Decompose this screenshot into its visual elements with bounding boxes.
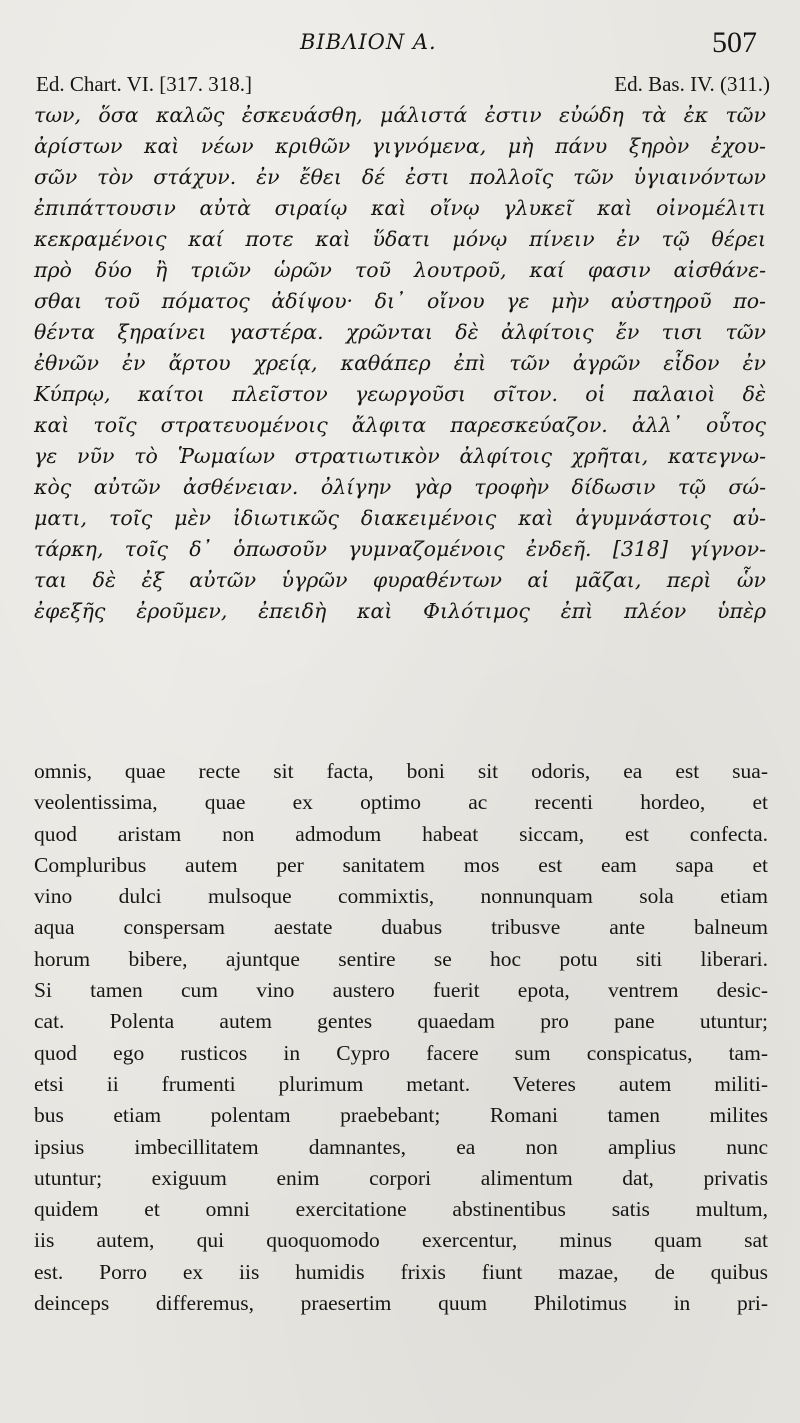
page-number: 507: [712, 26, 757, 59]
greek-text-line: κεκραμένοις καί ποτε καὶ ὕδατι μόνῳ πίνειν ἐν τῷ θέρει: [34, 227, 766, 251]
latin-text-line: omnis, quae recte sit facta, boni sit odoris, ea est sua-: [34, 759, 768, 783]
latin-text-line: vino dulci mulsoque commixtis, nonnunquam sola etiam: [34, 884, 768, 909]
greek-text-line: σθαι τοῦ πόματος ἀδίψου· δι᾿ οἴνου γε μὴν αὐστηροῦ πο-: [34, 289, 766, 313]
greek-text-line: θέντα ξηραίνει γαστέρα. χρῶνται δὲ ἀλφίτοις ἔν τισι τῶν: [34, 320, 766, 344]
latin-text-line: bus etiam polentam praebebant; Romani tamen milites: [34, 1103, 768, 1128]
greek-text-line: πρὸ δύο ἢ τριῶν ὡρῶν τοῦ λουτροῦ, καί φασιν αἰσθάνε-: [34, 258, 766, 282]
edition-reference-line: [36, 72, 770, 100]
edition-basel-reference: Ed. Bas. IV. (311.): [614, 72, 770, 96]
latin-text-line: utuntur; exiguum enim corpori alimentum dat, privatis: [34, 1165, 768, 1190]
latin-text-line: Compluribus autem per sanitatem mos est eam sapa et: [34, 852, 768, 877]
greek-text-line: καὶ τοῖς στρατευομένοις ἄλφιτα παρεσκεύαζον. ἀλλ᾿ οὗτος: [34, 413, 766, 437]
greek-text-line: γε νῦν τὸ Ῥωμαίων στρατιωτικὸν ἀλφίτοις χρῆται, κατεγνω-: [34, 444, 766, 468]
greek-text-line: ἐφεξῆς ἐροῦμεν, ἐπειδὴ καὶ Φιλότιμος ἐπὶ πλέον ὑπὲρ: [34, 599, 766, 623]
latin-text-line: ipsius imbecillitatem damnantes, ea non amplius nunc: [34, 1134, 768, 1159]
greek-text-line: των, ὅσα καλῶς ἐσκευάσθη, μάλιστά ἐστιν εὐώδη τὰ ἐκ τῶν: [34, 103, 766, 127]
edition-chartier-reference: Ed. Chart. VI. [317. 318.]: [36, 72, 252, 96]
latin-text-line: etsi ii frumenti plurimum metant. Veteres autem militi-: [34, 1071, 768, 1096]
greek-text-line: ἐθνῶν ἐν ἄρτου χρείᾳ, καθάπερ ἐπὶ τῶν ἀγρῶν εἶδον ἐν: [34, 351, 766, 375]
greek-text-line: σῶν τὸν στάχυν. ἐν ἔθει δέ ἐστι πολλοῖς τῶν ὑγιαινόντων: [34, 165, 766, 189]
running-title: BIBΛΙΟΝ Α.: [300, 30, 437, 54]
latin-text-line: veolentissima, quae ex optimo ac recenti hordeo, et: [34, 790, 768, 815]
latin-text-line: quod ego rusticos in Cypro facere sum conspicatus, tam-: [34, 1040, 768, 1065]
greek-text-line: ται δὲ ἐξ αὐτῶν ὑγρῶν φυραθέντων αἱ μᾶζαι, περὶ ὧν: [34, 568, 766, 592]
running-head: [0, 26, 800, 62]
greek-text-line: τάρκη, τοῖς δ᾿ ὁπωσοῦν γυμναζομένοις ἐνδεῆ. [318] γίγνον-: [34, 537, 766, 561]
latin-text-line: cat. Polenta autem gentes quaedam pro pane utuntur;: [34, 1009, 768, 1034]
greek-text-line: ἐπιπάττουσιν αὐτὰ σιραίῳ καὶ οἴνῳ γλυκεῖ καὶ οἰνομέλιτι: [34, 196, 766, 220]
latin-text-line: iis autem, qui quoquomodo exercentur, minus quam sat: [34, 1228, 768, 1253]
greek-text-line: ματι, τοῖς μὲν ἰδιωτικῶς διακειμένοις καὶ ἀγυμνάστοις αὐ-: [34, 506, 766, 530]
greek-text-block: [34, 100, 766, 627]
greek-text-line: κὸς αὐτῶν ἀσθένειαν. ὀλίγην γὰρ τροφὴν δίδωσιν τῷ σώ-: [34, 475, 766, 499]
latin-text-line: horum bibere, ajuntque sentire se hoc potu siti liberari.: [34, 946, 768, 971]
latin-text-line: quidem et omni exercitatione abstinentibus satis multum,: [34, 1197, 768, 1222]
latin-text-line: quod aristam non admodum habeat siccam, est confecta.: [34, 821, 768, 846]
latin-text-line: aqua conspersam aestate duabus tribusve ante balneum: [34, 915, 768, 940]
greek-text-line: ἀρίστων καὶ νέων κριθῶν γιγνόμενα, μὴ πάνυ ξηρὸν ἐχου-: [34, 134, 766, 158]
latin-text-block: [34, 756, 768, 1319]
latin-text-line: deinceps differemus, praesertim quum Philotimus in pri-: [34, 1291, 768, 1316]
latin-text-line: est. Porro ex iis humidis frixis fiunt mazae, de quibus: [34, 1259, 768, 1284]
latin-text-line: Si tamen cum vino austero fuerit epota, ventrem desic-: [34, 978, 768, 1003]
greek-text-line: Κύπρῳ, καίτοι πλεῖστον γεωργοῦσι σῖτον. οἱ παλαιοὶ δὲ: [34, 382, 766, 406]
